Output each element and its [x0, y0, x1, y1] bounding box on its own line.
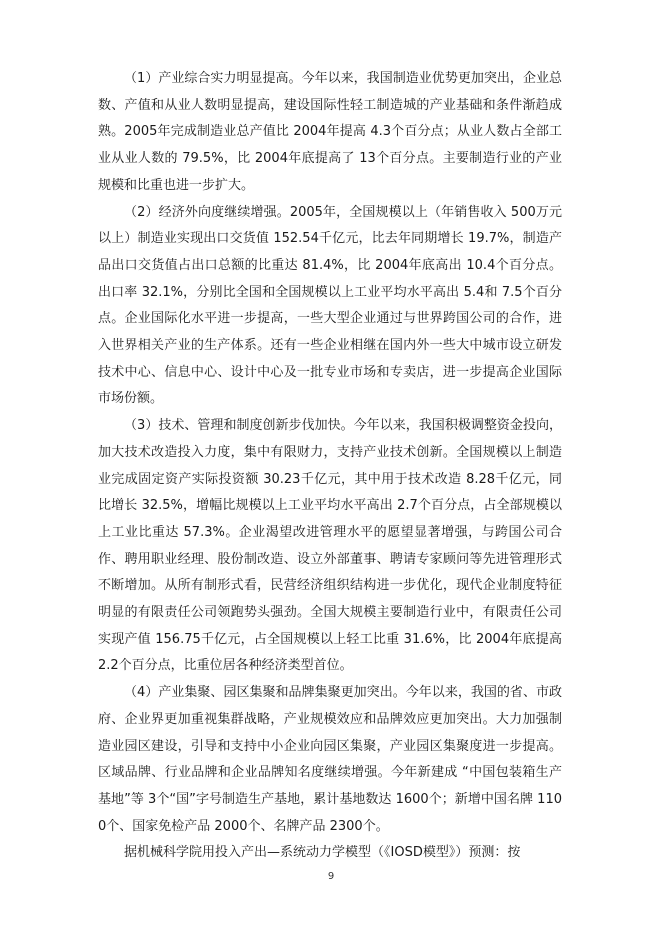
paragraph-export-orientation: （2）经济外向度继续增强。2005年，全国规模以上（年销售收入 500万元以上）制造业实现出口交货值 152.54千亿元，比去年同期增长 19.7%，制造产品出口交货值占出口总额的比重达 81.4%，比 2004年底高出 10.4个百分点。出口率 32.1%，分别比全国和全国规模以上工业平均水平高出 5.4和 7.5个百分点。企业国际化水平进一步提高，一些大型企业通过与世界跨国公司的合作，进入世界相关产业的生产体系。还有一些企业相继在国内外一些大中城市设立研发技术中心、信息中心、设计中心及一批专业市场和专卖店，进一步提高企业国际市场份额。 [98, 204, 562, 407]
paragraph-forecast: 据机械科学院用投入产出—系统动力学模型（《IOSD模型》）预测：按 [124, 845, 521, 861]
paragraph-innovation: （3）技术、管理和制度创新步伐加快。今年以来，我国积极调整资金投向，加大技术改造投入力度，集中有限财力，支持产业技术创新。全国规模以上制造业完成固定资产实际投资额 30.23千亿元，其中用于技术改造 8.28千亿元，同比增长 32.5%，增幅比规模以上工业平均水平高出 2.7个百分点，占全部规模以上工业比重达 57.3%。企业渴望改进管理水平的愿望显著增强，与跨国公司合作、聘用职业经理、股份制改造、设立外部董事、聘请专家顾问等先进管理形式不断增加。从所有制形式看，民营经济组织结构进一步优化，现代企业制度特征明显的有限责任公司领跑势头强劲。全国大规模主要制造行业中，有限责任公司实现产值 156.75千亿元，占全国规模以上轻工比重 31.6%，比 2004年底提高 2.2个百分点，比重位居各种经济类型首位。 [98, 418, 562, 674]
paragraph-clustering: （4）产业集聚、园区集聚和品牌集聚更加突出。今年以来，我国的省、市政府、企业界更加重视集群战略，产业规模效应和品牌效应更加突出。大力加强制造业园区建设，引导和支持中小企业向园区集聚，产业园区集聚度进一步提高。区域品牌、行业品牌和企业品牌知名度继续增强。今年新建成 “中国包装箱生产基地”等 3个“国”字号制造生产基地，累计基地数达 1600个；新增中国名牌 1100个、国家免检产品 2000个、名牌产品 2300个。 [98, 685, 562, 834]
page-number: 9 [327, 871, 335, 882]
paragraph-industrial-strength: （1）产业综合实力明显提高。今年以来，我国制造业优势更加突出，企业总数、产值和从业人数明显提高，建设国际性轻工制造城的产业基础和条件渐趋成熟。2005年完成制造业总产值比 2004年提高 4.3个百分点；从业人数占全部工业从业人数的 79.5%，比 2004年底提高了 13个百分点。主要制造行业的产业规模和比重也进一步扩大。 [98, 71, 562, 193]
document-body [98, 66, 562, 867]
